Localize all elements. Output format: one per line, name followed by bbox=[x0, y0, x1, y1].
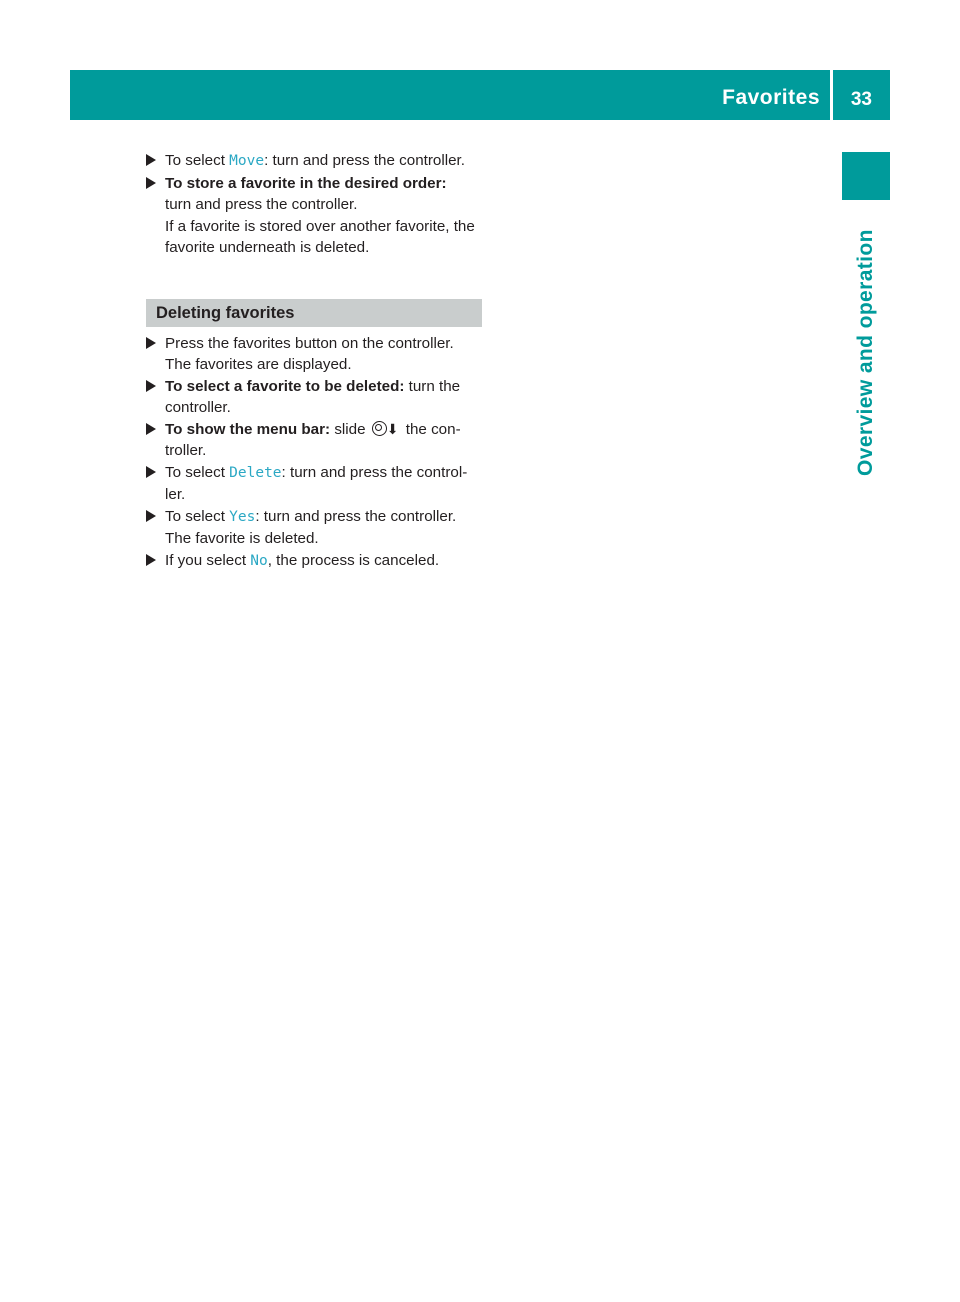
list-item bbox=[146, 506, 482, 550]
list-item bbox=[146, 150, 482, 173]
arrow-right-icon bbox=[146, 510, 156, 522]
step-text: If you select bbox=[165, 551, 251, 569]
list-item bbox=[146, 376, 482, 419]
step-result: The favorites are displayed. bbox=[165, 356, 352, 373]
list-item bbox=[146, 173, 482, 259]
arrow-right-icon bbox=[146, 177, 156, 189]
step-text: : turn and press the controller. bbox=[264, 152, 466, 169]
step-text: To select bbox=[165, 152, 230, 169]
menu-item-delete: Delete bbox=[229, 464, 282, 481]
list-item bbox=[146, 419, 482, 462]
main-content bbox=[146, 150, 482, 572]
arrow-right-icon bbox=[146, 554, 156, 566]
step-heading: To select a favorite to be deleted: bbox=[165, 377, 405, 395]
header-bar bbox=[70, 70, 890, 120]
step-result: The favorite is deleted. bbox=[165, 530, 319, 547]
step-text: turn the controller. bbox=[165, 377, 461, 416]
down-arrow-icon: ⬇ bbox=[386, 420, 399, 437]
step-text: , the process is canceled. bbox=[267, 551, 440, 569]
menu-item-yes: Yes bbox=[229, 508, 256, 525]
step-text: Press the favorites button on the controller. bbox=[165, 334, 454, 352]
header-title: Favorites bbox=[722, 86, 820, 109]
step-text: turn and press the controller. bbox=[165, 196, 358, 213]
header-divider bbox=[830, 70, 833, 120]
side-tab-marker bbox=[842, 152, 890, 200]
menu-item-no: No bbox=[250, 552, 268, 569]
step-text: To select bbox=[165, 463, 230, 481]
list-item bbox=[146, 550, 482, 573]
page-number: 33 bbox=[850, 89, 872, 110]
step-result: If a favorite is stored over another favorite, the favorite underneath is deleted. bbox=[165, 217, 475, 256]
arrow-right-icon bbox=[146, 154, 156, 166]
arrow-right-icon bbox=[146, 423, 156, 435]
arrow-right-icon bbox=[146, 337, 156, 349]
section-heading: Deleting favorites bbox=[146, 299, 482, 327]
side-tab-label: Overview and operation bbox=[854, 229, 877, 476]
step-text: : turn and press the controller. bbox=[255, 507, 457, 525]
step-text: slide bbox=[330, 420, 370, 438]
menu-item-move: Move bbox=[229, 153, 265, 169]
step-heading: To store a favorite in the desired order: bbox=[165, 174, 447, 192]
controller-slide-down-icon bbox=[372, 421, 387, 436]
list-item bbox=[146, 333, 482, 376]
side-tab bbox=[842, 206, 890, 476]
step-text: : turn and press the control-ler. bbox=[165, 463, 468, 503]
step-text: To select bbox=[165, 507, 230, 525]
list-item bbox=[146, 462, 482, 506]
step-text: the con-troller. bbox=[165, 420, 461, 459]
arrow-right-icon bbox=[146, 466, 156, 478]
arrow-right-icon bbox=[146, 380, 156, 392]
step-heading: To show the menu bar: bbox=[165, 420, 331, 438]
